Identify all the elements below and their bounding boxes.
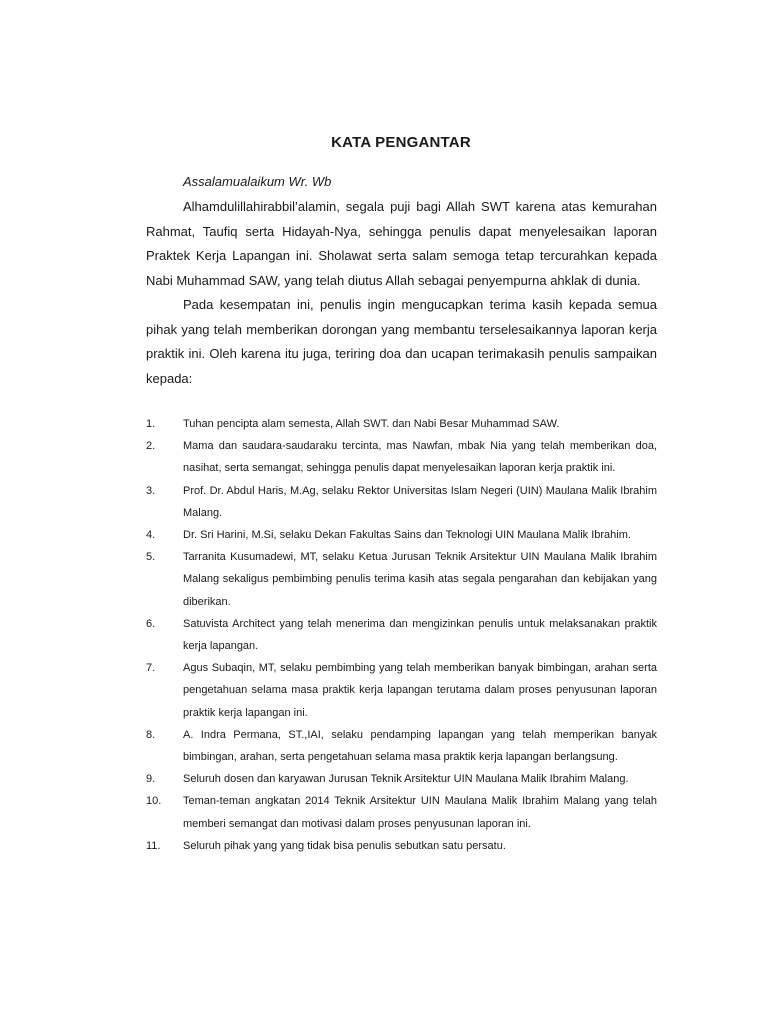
- list-item-number: 8.: [146, 728, 156, 741]
- greeting: Assalamualaikum Wr. Wb: [183, 174, 332, 189]
- list-item: [146, 546, 657, 613]
- list-item-text: Tarranita Kusumadewi, MT, selaku Ketua Jurusan Teknik Arsitektur UIN Maulana Malik Ibrahim Malang sekaligus pembimbing penulis terima kasih atas segala pengarahan dan kebijakan yang diberikan.: [183, 551, 657, 608]
- list-item: [146, 835, 657, 857]
- list-item: [146, 435, 657, 479]
- list-item-number: 3.: [146, 484, 156, 497]
- page-title: KATA PENGANTAR: [331, 134, 471, 151]
- list-item-number: 4.: [146, 529, 156, 542]
- list-item-number: 6.: [146, 617, 156, 630]
- list-item-text: A. Indra Permana, ST.,IAI, selaku pendamping lapangan yang telah memperikan banyak bimbingan, arahan, serta pengetahuan selama masa praktik kerja lapangan berlangsung.: [183, 728, 657, 764]
- paragraph-1: Alhamdulillahirabbil’alamin, segala puji bagi Allah SWT karena atas kemurahan Rahmat, Taufiq serta Hidayah-Nya, sehingga penulis dapat menyelesaikan laporan Praktek Kerja Lapangan ini. Sholawat serta salam semoga tetap tercurahkan kepada Nabi Muhammad SAW, yang telah diutus Allah sebagai penyempurna ahklak di dunia.: [146, 199, 657, 288]
- paragraph-2: Pada kesempatan ini, penulis ingin mengucapkan terima kasih kepada semua pihak yang telah memberikan dorongan yang membantu terselesaikannya laporan kerja praktik ini. Oleh karena itu juga, teriring doa dan ucapan terimakasih penulis sampaikan kepada:: [146, 297, 657, 386]
- list-item: [146, 413, 657, 435]
- list-item-text: Teman-teman angkatan 2014 Teknik Arsitektur UIN Maulana Malik Ibrahim Malang yang telah memberi semangat dan motivasi dalam proses penyusunan laporan ini.: [183, 795, 657, 830]
- list-item-text: Dr. Sri Harini, M.Si, selaku Dekan Fakultas Sains dan Teknologi UIN Maulana Malik Ibrahim.: [183, 529, 631, 542]
- list-item: [146, 613, 657, 657]
- list-item-text: Satuvista Architect yang telah menerima dan mengizinkan penulis untuk melaksanakan praktik kerja lapangan.: [183, 617, 657, 653]
- list-item-number: 7.: [146, 662, 156, 675]
- list-item: [146, 768, 657, 790]
- list-item-number: 2.: [146, 440, 156, 453]
- list-item: [146, 657, 657, 724]
- list-item-text: Prof. Dr. Abdul Haris, M.Ag, selaku Rektor Universitas Islam Negeri (UIN) Maulana Malik Ibrahim Malang.: [183, 484, 657, 519]
- list-item-number: 11.: [146, 839, 161, 852]
- list-item-number: 10.: [146, 795, 162, 808]
- list-item: [146, 724, 657, 768]
- list-item-text: Mama dan saudara-saudaraku tercinta, mas Nawfan, mbak Nia yang telah memberikan doa, nasihat, serta semangat, sehingga penulis dapat menyelesaikan laporan kerja praktik ini.: [183, 440, 657, 475]
- list-item-text: Seluruh pihak yang yang tidak bisa penulis sebutkan satu persatu.: [183, 839, 506, 852]
- list-item: [146, 480, 657, 524]
- list-item-number: 9.: [146, 773, 156, 786]
- acknowledgement-list: [146, 413, 657, 857]
- list-item-number: 1.: [146, 418, 156, 430]
- list-item: [146, 524, 657, 546]
- list-item-text: Agus Subaqin, MT, selaku pembimbing yang telah memberikan banyak bimbingan, arahan serta pengetahuan selama masa praktik kerja lapangan terutama dalam proses penyusunan laporan praktik kerja lapangan ini.: [183, 662, 657, 719]
- list-item: [146, 790, 657, 834]
- list-item-text: Tuhan pencipta alam semesta, Allah SWT. dan Nabi Besar Muhammad SAW.: [183, 418, 560, 430]
- list-item-number: 5.: [146, 551, 156, 564]
- list-item-text: Seluruh dosen dan karyawan Jurusan Teknik Arsitektur UIN Maulana Malik Ibrahim Malang.: [183, 773, 629, 786]
